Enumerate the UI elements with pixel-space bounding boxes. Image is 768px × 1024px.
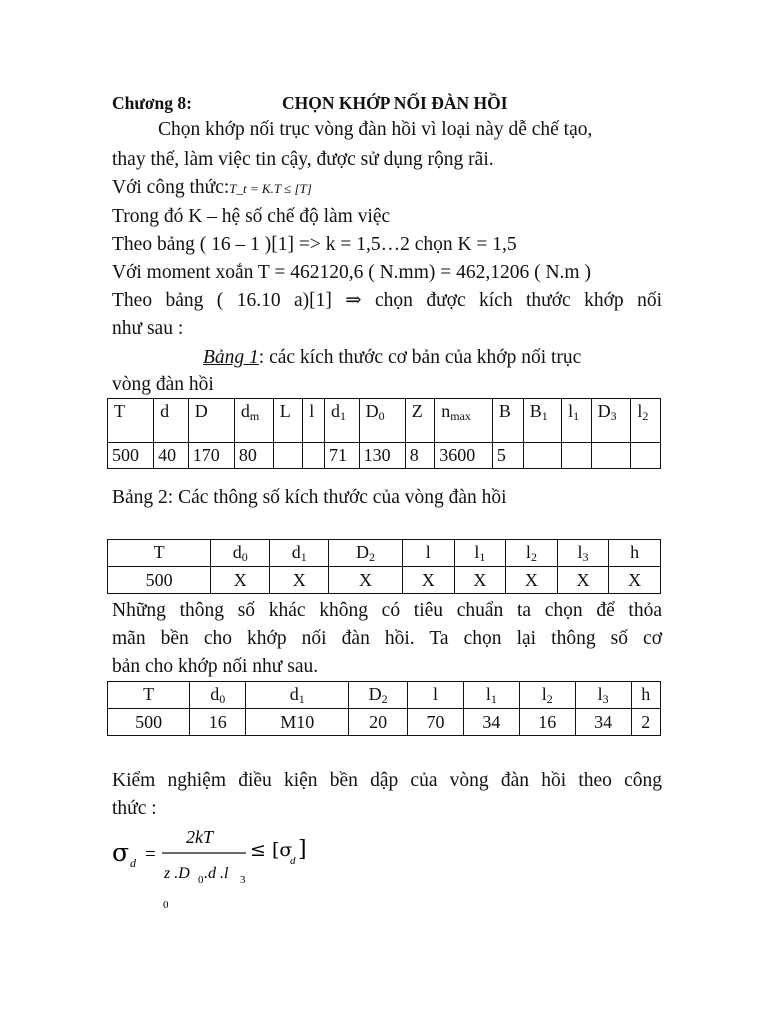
table2-value-cell: X [211, 567, 270, 594]
where-k-line: Trong đó K – hệ số chế độ làm việc [112, 206, 391, 227]
formula-numerator: 2kT [186, 827, 213, 847]
table1-caption-rest: : các kích thước cơ bản của khớp nối trục [258, 347, 582, 368]
table1-header-cell: $l_1$ [562, 399, 592, 443]
stress-formula [108, 820, 368, 920]
rhs-sub: d [290, 855, 296, 867]
table3-value-cell: 500 [108, 709, 190, 736]
table2-value-cell: 500 [108, 567, 211, 594]
table1-value-cell: 80 [234, 443, 273, 469]
chapter-label: Chương 8: [112, 93, 192, 113]
table2-header-cell: T [108, 540, 211, 567]
table3-header-cell: l [408, 682, 464, 709]
table2-header-row [108, 540, 661, 567]
table3-header-cell: $d_1$ [246, 682, 349, 709]
table2-value-cell: X [506, 567, 558, 594]
table1-caption-label: Bảng 1 [203, 347, 259, 368]
table1-header-cell: Z [405, 399, 434, 443]
table3-value-cell: 16 [519, 709, 575, 736]
table2-header-cell: h [609, 540, 661, 567]
table1-value-cell: 170 [188, 443, 234, 469]
table2-caption: Bảng 2: Các thông số kích thước của vòng đàn hồi [112, 487, 507, 508]
table2-value-row [108, 567, 661, 594]
table3-header-cell: T [108, 682, 190, 709]
table2-value-cell: X [454, 567, 506, 594]
table1-value-cell [591, 443, 631, 469]
intro-line-1: Chọn khớp nối trục vòng đàn hồi vì loại này dễ chế tạo, [158, 119, 593, 140]
chapter-title: CHỌN KHỚP NỐI ĐÀN HỒI [282, 93, 508, 113]
table2-value-cell: X [609, 567, 661, 594]
formula-prefix: Với công thức: [112, 177, 230, 198]
table1-value-cell [523, 443, 561, 469]
table3-header-row [108, 682, 661, 709]
table1-header-row [108, 399, 661, 443]
table1-value-cell: 5 [492, 443, 523, 469]
table3-header-cell: $l_1$ [463, 682, 519, 709]
table2-value-cell: X [557, 567, 609, 594]
table3-header-cell: $l_2$ [519, 682, 575, 709]
check-line-2: thức : [112, 798, 157, 819]
moment-line: Với moment xoắn T = 462120,6 ( N.mm) = 462,1206 ( N.m ) [112, 262, 591, 283]
table1-header-cell: $n_{max}$ [435, 399, 493, 443]
table1-header-cell: D [188, 399, 234, 443]
table1 [107, 398, 661, 469]
table1-header-cell: $l_2$ [631, 399, 661, 443]
table1-caption [203, 345, 581, 371]
denominator-sub-3: 3 [240, 874, 246, 886]
table2-header-cell: $l_3$ [557, 540, 609, 567]
table1-value-row [108, 443, 661, 469]
denominator-rest: .d .l [204, 865, 229, 882]
table3-value-cell: 2 [631, 709, 660, 736]
equals-sign: = [145, 844, 156, 865]
table2-header-cell: $D_2$ [329, 540, 403, 567]
table2-header-cell: $d_0$ [211, 540, 270, 567]
table3-value-cell: M10 [246, 709, 349, 736]
table2-header-cell: $d_1$ [270, 540, 329, 567]
table2-header-cell: $l_2$ [506, 540, 558, 567]
table3-header-cell: $D_2$ [349, 682, 408, 709]
table1-header-cell: $D_3$ [591, 399, 631, 443]
table3-value-cell: 20 [349, 709, 408, 736]
table3-value-cell: 70 [408, 709, 464, 736]
note-line-1: Những thông số khác không có tiêu chuẩn ta chọn để thỏa [112, 600, 662, 621]
table1-value-cell [631, 443, 661, 469]
table1-value-cell [562, 443, 592, 469]
formula-line [112, 175, 312, 202]
table1-value-cell [273, 443, 302, 469]
table1-value-cell: 40 [154, 443, 189, 469]
table1-value-cell [303, 443, 325, 469]
table3-value-cell: 34 [463, 709, 519, 736]
table1-header-cell: $d_m$ [234, 399, 273, 443]
rhs-bracket-close: ] [298, 837, 307, 862]
table2-header-cell: l [402, 540, 454, 567]
table1-value-cell: 500 [108, 443, 154, 469]
table3-header-cell: h [631, 682, 660, 709]
denominator-sub-0: 0 [198, 874, 204, 886]
table1-value-cell: 130 [359, 443, 405, 469]
table1-value-cell: 8 [405, 443, 434, 469]
table3-header-cell: $d_0$ [190, 682, 246, 709]
table-ref-line: Theo bảng ( 16 – 1 )[1] => k = 1,5…2 chọn K = 1,5 [112, 234, 517, 255]
table2 [107, 539, 661, 594]
check-line-1: Kiểm nghiệm điều kiện bền dập của vòng đàn hồi theo công [112, 770, 662, 791]
table3-header-cell: $l_3$ [575, 682, 631, 709]
inline-formula: T_t = K.T ≤ [T] [229, 181, 312, 196]
select-line-1: Theo bảng ( 16.10 a)[1] ⇒ chọn được kích thước khớp nối [112, 290, 662, 311]
table3-value-cell: 34 [575, 709, 631, 736]
table2-value-cell: X [270, 567, 329, 594]
table1-header-cell: $D_0$ [359, 399, 405, 443]
table1-header-cell: l [303, 399, 325, 443]
table3-value-row [108, 709, 661, 736]
table1-header-cell: L [273, 399, 302, 443]
sigma-lhs-sub: d [130, 856, 136, 870]
table3-value-cell: 16 [190, 709, 246, 736]
table1-value-cell: 3600 [435, 443, 493, 469]
table1-header-cell: $d_1$ [325, 399, 360, 443]
table2-value-cell: X [402, 567, 454, 594]
select-line-2: như sau : [112, 318, 184, 339]
table3 [107, 681, 661, 736]
formula-rhs: ≤ [σ [250, 839, 293, 861]
table1-value-cell: 71 [325, 443, 360, 469]
table2-header-cell: $l_1$ [454, 540, 506, 567]
table1-header-cell: $B_1$ [523, 399, 561, 443]
note-line-3: bản cho khớp nối như sau. [112, 656, 319, 677]
intro-line-2: thay thế, làm việc tin cậy, được sử dụng rộng rãi. [112, 149, 494, 170]
table1-header-cell: B [492, 399, 523, 443]
sigma-lhs: σ [112, 838, 130, 867]
stray-zero: 0 [163, 899, 169, 911]
note-line-2: mãn bền cho khớp nối đàn hồi. Ta chọn lại thông số cơ [112, 628, 662, 649]
table1-caption-line-2: vòng đàn hồi [112, 374, 214, 395]
formula-denominator: z .D [164, 865, 190, 882]
table1-header-cell: d [154, 399, 189, 443]
table2-value-cell: X [329, 567, 403, 594]
table1-header-cell: T [108, 399, 154, 443]
